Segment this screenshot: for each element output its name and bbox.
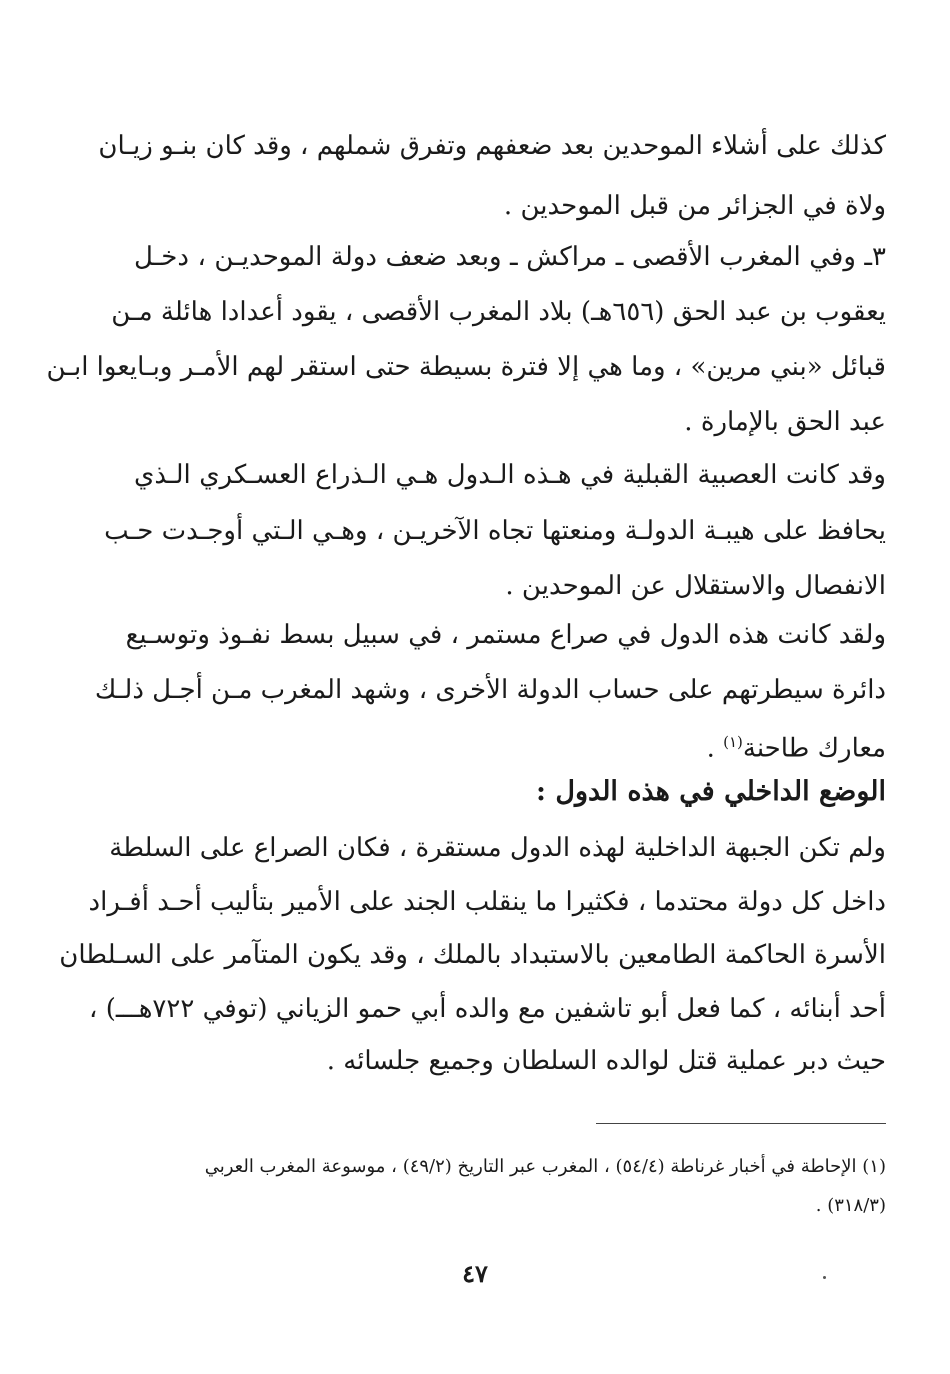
footnote-marker: (١) [723, 733, 743, 751]
body-text: معارك طاحنة [742, 733, 886, 764]
footnote-line: (١) الإحاطة في أخبار غرناطة (٥٤/٤) ، المغرب عبر التاريخ (٤٩/٢) ، موسوعة المغرب العربي [204, 1156, 886, 1177]
footnote-line: (٣١٨/٣) . [815, 1195, 886, 1216]
body-line: عبد الحق بالإمارة . [684, 407, 886, 437]
body-line: كذلك على أشلاء الموحدين بعد ضعفهم وتفرق شملهم ، وقد كان بنـو زيـان [98, 131, 886, 161]
body-line: ولم تكن الجبهة الداخلية لهذه الدول مستقرة ، فكان الصراع على السلطة [109, 833, 886, 863]
body-line: أحد أبنائه ، كما فعل أبو تاشفين مع والده أبي حمو الزياني (توفي ٧٢٢هـــ) ، [89, 994, 886, 1024]
body-line: وقد كانت العصبية القبلية في هـذه الـدول هـي الـذراع العسـكري الـذي [134, 460, 886, 490]
body-line: الانفصال والاستقلال عن الموحدين . [505, 571, 886, 601]
page-number: ٤٧ [462, 1259, 488, 1288]
body-line: ٣ـ وفي المغرب الأقصى ـ مراكش ـ وبعد ضعف دولة الموحديـن ، دخـل [134, 242, 886, 272]
body-line: الأسرة الحاكمة الطامعين بالاستبداد بالملك ، وقد يكون المتآمر على السـلطان [59, 940, 886, 970]
body-line [134, 722, 886, 762]
body-line: ولاة في الجزائر من قبل الموحدين . [503, 191, 886, 221]
body-line: يحافظ على هيبـة الدولـة ومنعتها تجاه الآخريـن ، وهـي الـتي أوجـدت حـب [104, 516, 886, 546]
footnote-separator [596, 1123, 886, 1124]
scan-speck [823, 1276, 826, 1279]
body-line: ولقد كانت هذه الدول في صراع مستمر ، في سبيل بسط نفـوذ وتوسـيع [125, 620, 886, 650]
body-line: دائرة سيطرتهم على حساب الدولة الأخرى ، وشهد المغرب مـن أجـل ذلـك [94, 675, 886, 705]
body-line: حيث دبر عملية قتل لوالده السلطان وجميع جلسائه . [326, 1046, 886, 1076]
body-text: . [706, 733, 724, 764]
section-heading: الوضع الداخلي في هذه الدول : [536, 776, 886, 807]
body-line: داخل كل دولة محتدما ، فكثيرا ما ينقلب الجند على الأمير بتأليب أحـد أفـراد [88, 887, 886, 917]
body-line: قبائل «بني مرين» ، وما هي إلا فترة بسيطة حتى استقر لهم الأمـر وبـايعوا ابـن [46, 352, 886, 382]
body-line: يعقوب بن عبد الحق (٦٥٦هـ) بلاد المغرب الأقصى ، يقود أعدادا هائلة مـن [111, 297, 886, 327]
